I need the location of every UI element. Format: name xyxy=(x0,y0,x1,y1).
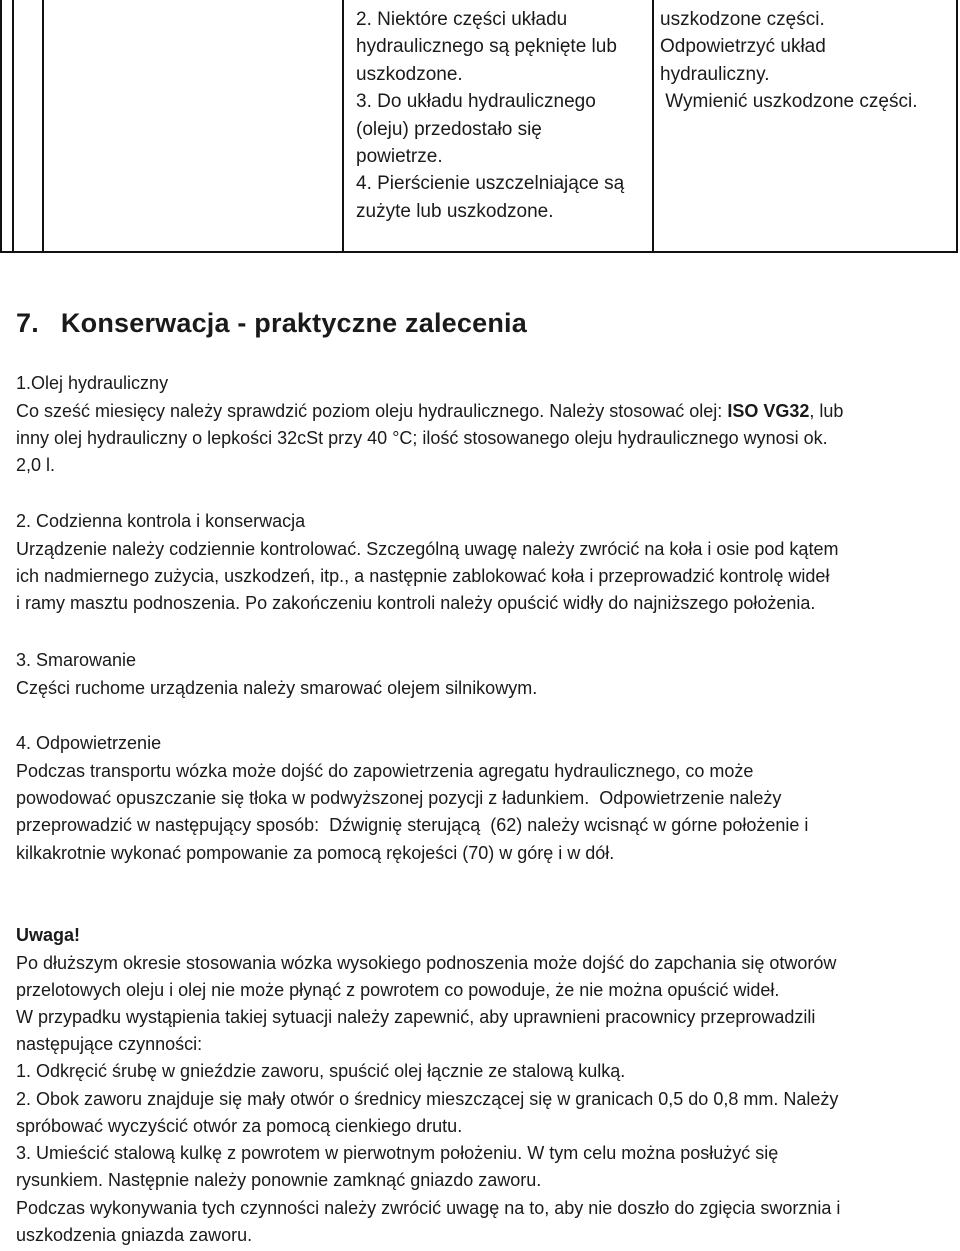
warning-step: 1. Odkręcić śrubę w gnieździe zaworu, spuścić olej łącznie ze stalową kulką. xyxy=(16,1061,626,1081)
cause-line: uszkodzone. xyxy=(356,63,463,85)
cause-line: 3. Do układu hydraulicznego xyxy=(356,91,596,113)
oil-paragraph-line: inny olej hydrauliczny o lepkości 32cSt przy 40 °C; ilość stosowanego oleju hydraulicznego wynosi ok. xyxy=(16,428,828,448)
table-column-divider xyxy=(652,0,654,251)
remedy-line: hydrauliczny. xyxy=(660,63,770,85)
bleeding-paragraph-line: przeprowadzić w następujący sposób: Dźwignię sterującą (62) należy wcisnąć w górne położenie i xyxy=(16,815,809,835)
daily-paragraph-line: i ramy masztu podnoszenia. Po zakończeniu kontroli należy opuścić widły do najniższego położenia. xyxy=(16,593,816,613)
oil-text: , lub xyxy=(809,401,844,421)
table-column-divider xyxy=(342,0,344,251)
warning-step: 3. Umieścić stalową kulkę z powrotem w pierwotnym położeniu. W tym celu można posłużyć się xyxy=(16,1143,779,1163)
warning-step: spróbować wyczyścić otwór za pomocą cienkiego drutu. xyxy=(16,1116,463,1136)
oil-paragraph-line xyxy=(16,398,843,425)
table-column-divider xyxy=(42,0,44,251)
remedy-line: Odpowietrzyć układ xyxy=(660,36,826,58)
bleeding-heading: 4. Odpowietrzenie xyxy=(16,733,162,753)
oil-paragraph-line: 2,0 l. xyxy=(16,455,56,475)
cause-line: hydraulicznego są pęknięte lub xyxy=(356,36,617,58)
warning-line: przelotowych oleju i olej nie może płynąć z powrotem co powoduje, że nie można opuścić wideł. xyxy=(16,980,780,1000)
oil-heading: 1.Olej hydrauliczny xyxy=(16,373,169,393)
bleeding-paragraph-line: Podczas transportu wózka może dojść do zapowietrzenia agregatu hydraulicznego, co może xyxy=(16,761,754,781)
bleeding-paragraph-line: powodować opuszczanie się tłoka w podwyższonej pozycji z ładunkiem. Odpowietrzenie należy xyxy=(16,788,782,808)
section-number: 7. xyxy=(16,308,39,338)
warning-line: W przypadku wystąpienia takiej sytuacji należy zapewnić, aby uprawnieni pracownicy przeprowadzili xyxy=(16,1007,816,1027)
oil-grade: ISO VG32 xyxy=(727,401,810,421)
warning-line: następujące czynności: xyxy=(16,1034,203,1054)
warning-step: rysunkiem. Następnie należy ponownie zamknąć gniazdo zaworu. xyxy=(16,1170,542,1190)
bleeding-paragraph-line: kilkakrotnie wykonać pompowanie za pomocą rękojeści (70) w górę i w dół. xyxy=(16,843,615,863)
cause-line: zużyte lub uszkodzone. xyxy=(356,200,554,222)
lubrication-text: Części ruchome urządzenia należy smarować olejem silnikowym. xyxy=(16,678,538,698)
table-column-divider xyxy=(12,0,14,251)
cause-line: powietrze. xyxy=(356,146,443,168)
daily-paragraph-line: Urządzenie należy codziennie kontrolować. Szczególną uwagę należy zwrócić na koła i osie pod kątem xyxy=(16,539,839,559)
warning-line: uszkodzenia gniazda zaworu. xyxy=(16,1225,253,1245)
lubrication-heading: 3. Smarowanie xyxy=(16,650,137,670)
daily-heading: 2. Codzienna kontrola i konserwacja xyxy=(16,511,306,531)
warning-line: Po dłuższym okresie stosowania wózka wysokiego podnoszenia może dojść do zapchania się otworów xyxy=(16,953,837,973)
remedy-line: uszkodzone części. xyxy=(660,9,825,30)
warning-label: Uwaga! xyxy=(16,925,81,945)
section-heading xyxy=(16,308,527,339)
warning-line: Podczas wykonywania tych czynności należy zwrócić uwagę na to, aby nie doszło do zgięcia sworznia i xyxy=(16,1198,841,1218)
section-title: Konserwacja - praktyczne zalecenia xyxy=(60,308,527,338)
cause-line: 4. Pierścienie uszczelniające są xyxy=(356,173,625,195)
table-cell-causes xyxy=(356,6,646,225)
warning-step: 2. Obok zaworu znajduje się mały otwór o średnicy mieszczącej się w granicach 0,5 do 0,8 mm. Należy xyxy=(16,1089,839,1109)
table-cell-remedy xyxy=(660,6,952,116)
cause-line: 2. Niektóre części układu xyxy=(356,9,568,30)
daily-paragraph-line: ich nadmiernego zużycia, uszkodzeń, itp., a następnie zablokować koła i przeprowadzić kontrolę wideł xyxy=(16,566,830,586)
oil-text: Co sześć miesięcy należy sprawdzić poziom oleju hydraulicznego. Należy stosować olej: xyxy=(16,401,728,421)
remedy-line: Wymienić uszkodzone części. xyxy=(660,91,918,113)
cause-line: (oleju) przedostało się xyxy=(356,118,542,140)
